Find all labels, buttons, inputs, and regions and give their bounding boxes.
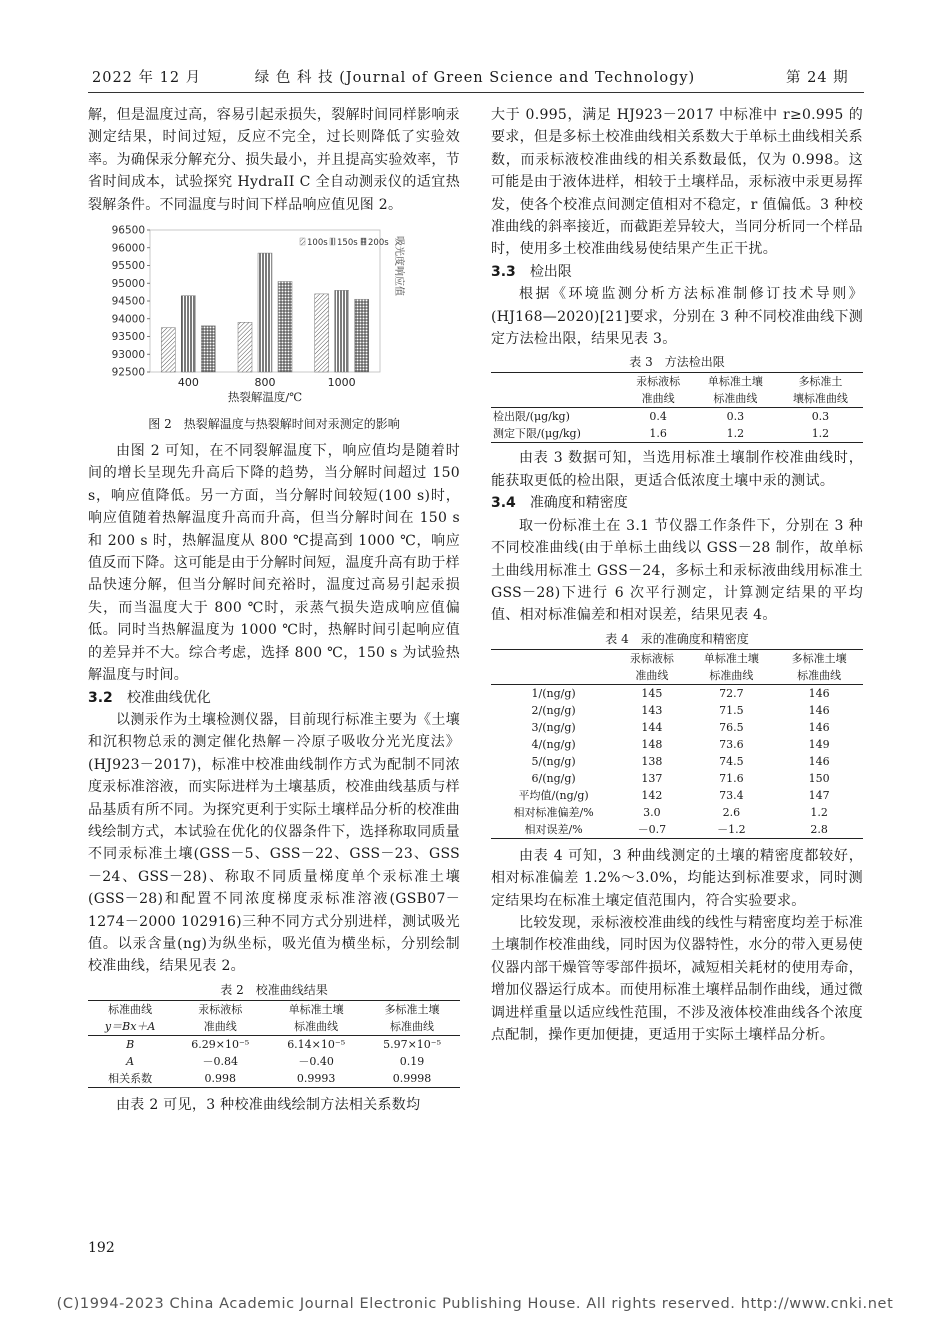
table-4-header: 多标准土壤 <box>775 649 863 667</box>
section-3-3-heading <box>491 261 863 283</box>
bar <box>355 299 369 372</box>
y-tick-label: 94000 <box>111 313 145 326</box>
table-3-header-blank <box>491 373 624 391</box>
table-cell: 73.4 <box>719 788 744 802</box>
page-number: 192 <box>88 1240 115 1256</box>
table-row <box>491 821 863 839</box>
table-cell: 2.8 <box>775 821 863 839</box>
table-row <box>88 1053 460 1070</box>
section-3-2-heading <box>88 687 460 709</box>
table-4-header-blank <box>491 649 616 667</box>
table-3-header: 壤标准曲线 <box>778 390 863 408</box>
section-3-3-number: 3.3 <box>491 263 516 280</box>
table-cell: 1.6 <box>624 425 693 443</box>
table-cell: －0.7 <box>616 821 687 839</box>
table-3 <box>491 372 863 443</box>
table-cell: B <box>126 1037 135 1051</box>
table-2-header: 汞标液标 <box>172 1000 268 1018</box>
table-4-header: 单标准土壤 <box>688 649 776 667</box>
copyright-footer: (C)1994-2023 China Academic Journal Electronic Publishing House. All rights reserved. http://www.cnki.net <box>56 1296 894 1312</box>
table-cell: －1.2 <box>688 821 776 839</box>
table-cell: 测定下限/(μg/kg) <box>491 425 624 443</box>
table-cell: 146 <box>808 720 830 734</box>
section-3-4-number: 3.4 <box>491 495 516 512</box>
legend-swatch <box>361 238 366 245</box>
table-cell: 平均值/(ng/g) <box>518 788 589 802</box>
right-paragraph-3: 由表 3 数据可知，当选用标准土壤制作校准曲线时，能获取更低的检出限，更适合低浓度土壤中汞的测试。 <box>491 450 863 489</box>
table-row <box>491 702 863 719</box>
section-3-4-heading <box>491 492 863 514</box>
table-cell: 5.97×10⁻⁵ <box>383 1037 441 1051</box>
right-column <box>491 104 863 1046</box>
table-3-header: 汞标液标 <box>624 373 693 391</box>
table-row <box>88 1035 460 1053</box>
legend-label: 150s <box>337 238 358 249</box>
table-4-header: 标准曲线 <box>688 667 776 685</box>
table-cell: 1.2 <box>693 425 778 443</box>
table-cell: 5/(ng/g) <box>531 754 576 768</box>
bar <box>315 294 329 372</box>
table-2-header: 准曲线 <box>172 1018 268 1036</box>
legend-label: 200s <box>368 238 389 249</box>
table-4-caption: 表 4 汞的准确度和精密度 <box>605 631 749 646</box>
right-paragraph-2: 根据《环境监测分析方法标准制修订技术导则》(HJ168—2020)[21]要求，分别在 3 种不同校准曲线下测定方法检出限，结果见表 3。 <box>491 286 863 348</box>
table-cell: 6.29×10⁻⁵ <box>191 1037 250 1051</box>
y-tick-label: 96000 <box>111 242 145 255</box>
table-2-header: 标准曲线 <box>88 1000 172 1018</box>
legend-label: 100s <box>307 238 328 249</box>
table-4-header-blank <box>491 667 616 685</box>
bar <box>335 290 349 372</box>
table-cell: 146 <box>808 754 830 768</box>
y-axis-label: 吸光度响应值 <box>393 236 404 297</box>
table-4-header: 标准曲线 <box>775 667 863 685</box>
figure-2-caption: 图 2 热裂解温度与热裂解时间对汞测定的影响 <box>148 417 400 432</box>
table-2-header: y＝Bx＋A <box>88 1018 172 1036</box>
table-2-header: 单标准土壤 <box>268 1000 364 1018</box>
table-cell: 74.5 <box>719 754 744 768</box>
table-cell: 2.6 <box>722 805 741 819</box>
y-tick-label: 93000 <box>111 348 145 361</box>
table-cell: 146 <box>808 686 830 700</box>
table-cell: 143 <box>641 703 663 717</box>
table-cell: 3/(ng/g) <box>531 720 576 734</box>
table-cell: 71.6 <box>719 771 744 785</box>
table-2 <box>88 1000 460 1088</box>
table-cell: 相对误差/% <box>491 821 616 839</box>
left-paragraph-3: 以测汞作为土壤检测仪器，目前现行标准主要为《土壤和沉积物总汞的测定催化热解－冷原子吸收分光光度法》(HJ923－2017)，标准中校准曲线制作方式为配制不同浓度汞标准溶液，而实际进样为土壤基质，校准曲线基质与样品基质有所不同。为探究更利于实际土壤样品分析的校准曲线绘制方式，本试验在优化的仪器条件下，选择称取同质量不同汞标准土壤(GSS－5、GSS－22、GSS－23、GSS－24、GSS－28)、称取不同质量梯度单个汞标准土壤(GSS－28)和配置不同浓度梯度汞标准溶液(GSB07－1274－2000 102916)三种不同方式分别进样，测试吸光值。以汞含量(ng)为纵坐标，吸光值为横坐标，分别绘制校准曲线，结果见表 2。 <box>88 711 460 975</box>
table-2-caption: 表 2 校准曲线结果 <box>220 982 328 997</box>
bar <box>201 326 215 372</box>
table-2-header: 标准曲线 <box>364 1018 460 1036</box>
header-date: 2022 年 12 月 <box>92 70 202 86</box>
y-tick-label: 93500 <box>111 331 145 344</box>
table-cell: 0.998 <box>172 1070 268 1088</box>
bar <box>278 282 292 373</box>
table-cell: 137 <box>641 771 663 785</box>
table-row <box>491 770 863 787</box>
x-tick-label: 1000 <box>327 376 356 390</box>
table-cell: 相关系数 <box>88 1070 172 1088</box>
header-journal: 绿 色 科 技 (Journal of Green Science and Technology) <box>254 70 696 86</box>
table-cell: 6/(ng/g) <box>531 771 576 785</box>
table-cell: 0.9993 <box>268 1070 364 1088</box>
table-row <box>88 1070 460 1088</box>
table-cell: 0.4 <box>649 410 667 424</box>
header-rule <box>88 92 864 93</box>
table-cell: 142 <box>641 788 663 802</box>
table-cell: 3.0 <box>643 805 661 819</box>
table-cell: 0.3 <box>811 410 830 424</box>
table-cell: 138 <box>641 754 663 768</box>
table-row <box>491 408 863 426</box>
table-cell: 149 <box>808 737 830 751</box>
table-row <box>491 787 863 804</box>
table-cell: 1/(ng/g) <box>531 686 576 700</box>
table-3-header: 标准曲线 <box>693 390 778 408</box>
section-3-4-title: 准确度和精密度 <box>529 495 628 512</box>
section-3-2-title: 校准曲线优化 <box>126 689 211 706</box>
y-tick-label: 94500 <box>111 295 145 308</box>
table-cell: A <box>126 1054 135 1068</box>
table-cell: 144 <box>641 720 663 734</box>
left-paragraph-4: 由表 2 可见，3 种校准曲线绘制方法相关系数均 <box>116 1096 421 1113</box>
table-cell: 76.5 <box>719 720 744 734</box>
figure-2 <box>88 220 460 434</box>
legend-swatch <box>300 238 305 245</box>
table-2-header: 标准曲线 <box>268 1018 364 1036</box>
legend-swatch <box>330 238 335 245</box>
bar <box>161 328 175 372</box>
table-cell: 148 <box>641 737 663 751</box>
y-tick-label: 92500 <box>111 366 145 379</box>
table-cell: 2/(ng/g) <box>531 703 576 717</box>
x-tick-label: 800 <box>254 376 276 390</box>
table-row <box>491 736 863 753</box>
table-cell: 相对标准偏差/% <box>513 805 594 819</box>
table-cell: 73.6 <box>719 737 744 751</box>
table-4-header: 准曲线 <box>616 667 687 685</box>
table-cell: 6.14×10⁻⁵ <box>287 1037 346 1051</box>
table-cell: 150 <box>808 771 830 785</box>
left-paragraph-1: 解，但是温度过高，容易引起汞损失，裂解时间同样影响汞测定结果，时间过短，反应不完全，过长则降低了实验效率。为确保汞分解充分、损失最小，并且提高实验效率，节省时间成本，试验探究 HydraII C 全自动测汞仪的适宜热裂解条件。不同温度与时间下样品响应值见图 2。 <box>88 107 460 213</box>
right-paragraph-5: 由表 4 可知，3 种曲线测定的土壤的精密度都较好，相对标准偏差 1.2%～3.0%，均能达到标准要求，同时测定结果均在标准土壤定值范围内，符合实验要求。 <box>491 847 863 909</box>
table-3-caption: 表 3 方法检出限 <box>629 355 725 370</box>
y-tick-label: 95500 <box>111 260 145 273</box>
table-cell: 0.9998 <box>364 1070 460 1088</box>
right-paragraph-1: 大于 0.995，满足 HJ923－2017 中标准中 r≥0.995 的要求，但是多标土校准曲线相关系数大于单标土曲线相关系数，而汞标液校准曲线的相关系数最低，仅为 0.998。这可能是由于液体进样，相较于土壤样品，汞标液中汞更易挥发，使各个校准点间测定值相对不稳定，r 值偏低。3 种校准曲线的斜率接近，而截距差异较大，当同分析同一个样品时，使用多土校准曲线易使结果产生正干扰。 <box>491 107 863 258</box>
table-4 <box>491 649 863 839</box>
right-paragraph-6: 比较发现，汞标液校准曲线的线性与精密度均差于标准土壤制作校准曲线，同时因为仪器特性，水分的带入更易使仪器内部干燥管等零部件损坏，减短相关耗材的使用寿命，增加仪器运行成本。而使用标准土壤样品制作曲线，通过微调进样重量以适应线性范围，不涉及液体校准曲线各个浓度点配制，操作更加便捷，更适用于实际土壤样品分析。 <box>491 914 863 1043</box>
table-cell: 147 <box>808 788 830 802</box>
table-row <box>491 804 863 821</box>
table-row <box>491 719 863 736</box>
table-cell: 0.3 <box>726 410 745 424</box>
table-cell: 1.2 <box>778 425 863 443</box>
table-cell: 72.7 <box>719 686 744 700</box>
bar <box>258 253 272 372</box>
table-cell: 71.5 <box>719 703 744 717</box>
y-tick-label: 95000 <box>111 277 145 290</box>
table-3-header: 准曲线 <box>624 390 693 408</box>
table-row <box>491 684 863 702</box>
table-3-header: 单标准土壤 <box>693 373 778 391</box>
bar <box>181 296 195 372</box>
bar <box>238 322 252 372</box>
section-3-2-number: 3.2 <box>88 689 113 706</box>
x-axis-label: 热裂解温度/℃ <box>227 390 303 405</box>
section-3-3-title: 检出限 <box>529 263 572 280</box>
bar-chart <box>88 220 460 406</box>
x-tick-label: 400 <box>177 376 199 390</box>
table-cell: 4/(ng/g) <box>531 737 576 751</box>
table-cell: 146 <box>808 703 830 717</box>
table-3-header: 多标准土 <box>778 373 863 391</box>
table-cell: 1.2 <box>810 805 828 819</box>
table-cell: －0.84 <box>202 1054 238 1068</box>
table-cell: 145 <box>641 686 663 700</box>
table-cell: －0.40 <box>298 1054 334 1068</box>
left-column <box>88 104 460 1116</box>
left-paragraph-2: 由图 2 可知，在不同裂解温度下，响应值均是随着时间的增长呈现先升高后下降的趋势，当分解时间超过 150 s，响应值降低。另一方面，当分解时间较短(100 s)时，响应值随着热解温度升高而升高，但当分解时间在 150 s 和 200 s 时，热解温度从 800 ℃提高到 1000 ℃，响应值反而下降。这可能是由于分解时间短，温度升高有助于样品快速分解，但当分解时间充裕时，温度过高易引起汞损失，而当温度大于 800 ℃时，汞蒸气损失造成响应值偏低。同时当热解温度为 1000 ℃时，热解时间引起响应值的差异并不大。综合考虑，选择 800 ℃，150 s 为试验热解温度与时间。 <box>88 443 460 684</box>
table-3-header-blank <box>491 390 624 408</box>
right-paragraph-4: 取一份标准土在 3.1 节仪器工作条件下，分别在 3 种不同校准曲线(由于单标土曲线以 GSS－28 制作，故单标土曲线用标准土 GSS－24，多标土和汞标液曲线用标准土 GSS－28)下进行 6 次平行测定，计算测定结果的平均值、相对标准偏差和相对误差，结果见表 4。 <box>491 517 863 624</box>
header-issue: 第 24 期 <box>786 70 849 86</box>
table-cell: 0.19 <box>399 1054 425 1068</box>
table-2-header: 多标准土壤 <box>364 1000 460 1018</box>
table-4-header: 汞标液标 <box>616 649 687 667</box>
y-tick-label: 96500 <box>111 224 145 237</box>
table-cell: 检出限/(μg/kg) <box>493 410 570 424</box>
table-row <box>491 425 863 443</box>
table-row <box>491 753 863 770</box>
